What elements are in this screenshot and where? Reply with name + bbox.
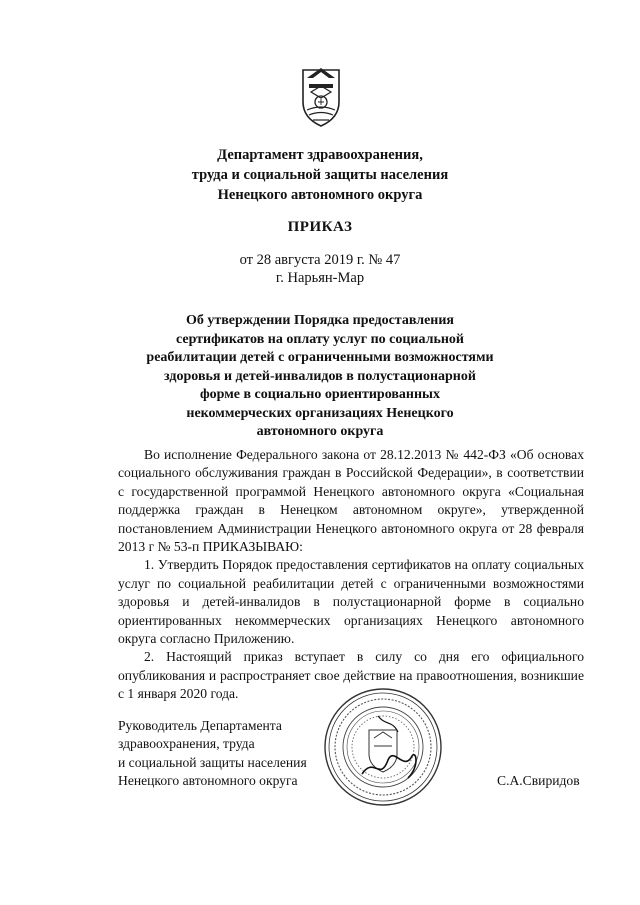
subject-line: реабилитации детей с ограниченными возможностями (146, 350, 494, 365)
order-body (118, 446, 584, 704)
subject-line: автономного округа (256, 424, 384, 439)
document-type: ПРИКАЗ (287, 219, 353, 235)
subject-line: некоммерческих организациях Ненецкого (186, 405, 454, 421)
department-line: Ненецкого автономного округа (217, 187, 423, 203)
department-line: Департамент здравоохранения, (217, 147, 423, 163)
preamble-paragraph: Во исполнение Федерального закона от 28.12.2013 № 442-ФЗ «Об основах социального обслуживания граждан в Российской Федерации», в соответствии с государственной программой Ненецкого автономного округа «Социальная поддержка граждан в Ненецком автономном округе», утвержденной постановлением Администрации Ненецкого автономного округа от 28 февраля 2013 г № 53-п ПРИКАЗЫВАЮ: (118, 447, 584, 555)
subject-line: сертификатов на оплату услуг по социальной (175, 331, 465, 347)
order-item-2: 2. Настоящий приказ вступает в силу со дня его официального опубликования и распространяет свое действие на правоотношения, возникшие с 1 января 2020 года. (118, 649, 584, 702)
position-line: здравоохранения, труда (118, 736, 255, 752)
order-item-1: 1. Утвердить Порядок предоставления сертификатов на оплату социальных услуг по социальной реабилитации детей с ограниченными возможностями здоровья и детей-инвалидов в полустационарной форме в социально ориентированных некоммерческих организациях Ненецкого автономного округа согласно Приложению. (118, 557, 584, 647)
order-subject (0, 312, 640, 442)
subject-line: форме в социально ориентированных (199, 387, 440, 402)
position-line: и социальной защиты населения (118, 754, 307, 770)
department-line: труда и социальной защиты населения (191, 167, 449, 183)
position-line: Ненецкого автономного округа (118, 773, 298, 789)
signer-name: С.А.Свиридов (497, 773, 580, 788)
position-line: Руководитель Департамента (118, 718, 282, 733)
order-city: г. Нарьян-Мар (275, 270, 365, 286)
subject-line: Об утверждении Порядка предоставления (185, 313, 455, 328)
department-name (0, 145, 640, 205)
order-date-number: от 28 августа 2019 г. № 47 (239, 252, 401, 268)
official-seal-icon (322, 686, 444, 808)
signatory-position (118, 717, 307, 791)
nenets-coat-of-arms-icon (299, 58, 343, 128)
subject-line: здоровья и детей-инвалидов в полустационарной (164, 368, 476, 384)
